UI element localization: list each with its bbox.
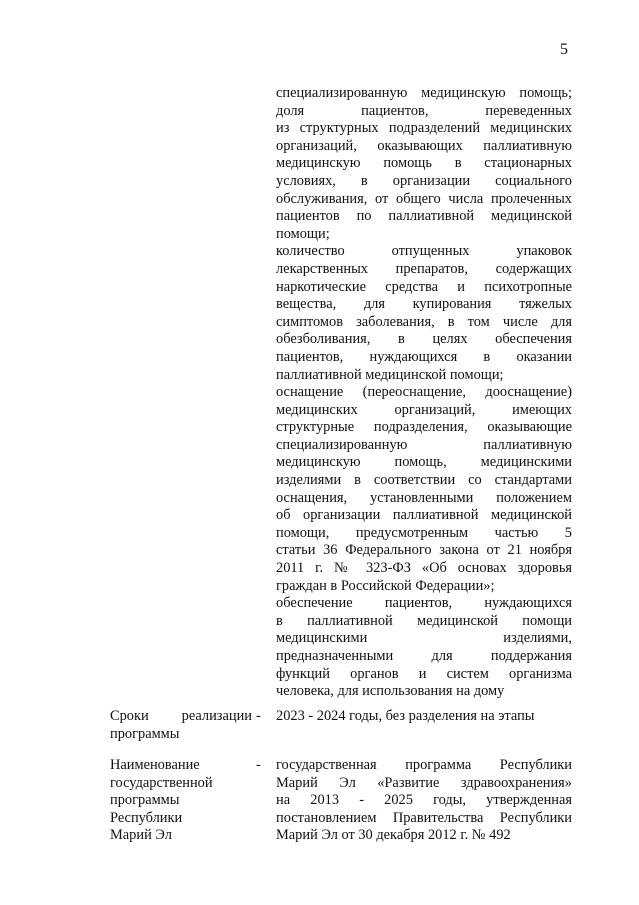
program-targets-text [276, 85, 572, 701]
program-targets-line: количество отпущенных упаковок [276, 243, 572, 260]
program-targets-line: граждан в Российской Федерации»; [276, 577, 495, 594]
row-dash: - [256, 708, 261, 724]
program-targets-line: пациентов, нуждающихся в оказании [276, 348, 572, 365]
program-targets-line: вещества, для купирования тяжелых [276, 296, 572, 313]
program-targets-line: человека, для использования на дому [276, 683, 505, 700]
program-targets-line: об организации паллиативной медицинской [276, 507, 572, 524]
program-targets-line: статьи 36 Федерального закона от 21 ноября [276, 542, 572, 559]
state-program-label-line: Марий Эл [110, 827, 172, 844]
state-program-label-line: Республики [110, 809, 183, 826]
program-targets-line: предназначенными для поддержания [276, 648, 572, 664]
program-targets-line: условиях, в организации социального [276, 172, 572, 189]
program-targets-line: обслуживания, от общего числа пролеченных [276, 190, 572, 207]
state-program-value-line: Марий Эл от 30 декабря 2012 г. № 492 [276, 827, 511, 844]
program-targets-line: из структурных подразделений медицинских [276, 120, 572, 137]
row-dash: - [256, 757, 261, 773]
state-program-label-line: Наименование [110, 757, 200, 773]
state-program-value-line: постановлением Правительства Республики [276, 809, 572, 826]
implementation-term-value [276, 708, 572, 726]
program-targets-line: в паллиативной медицинской помощи [276, 612, 572, 629]
state-program-value-line: на 2013 - 2025 годы, утвержденная [276, 792, 572, 809]
program-targets-line: специализированную медицинскую помощь; [276, 85, 572, 101]
program-targets-line: обезболивания, в целях обеспечения [276, 331, 572, 348]
program-targets-line: симптомов заболевания, в том числе для [276, 313, 572, 330]
state-program-value [276, 757, 572, 845]
implementation-term-label [110, 708, 252, 743]
state-program-label [110, 757, 252, 845]
program-targets-line: паллиативной медицинской помощи; [276, 366, 504, 383]
program-targets-line: организаций, оказывающих паллиативную [276, 137, 572, 154]
program-targets-line: лекарственных препаратов, содержащих [276, 260, 572, 277]
program-targets-line: 2011 г. № 323-ФЗ «Об основах здоровья [276, 560, 572, 577]
program-targets-line: медицинских организаций, имеющих [276, 401, 572, 418]
program-targets-line: помощи, предусмотренным частью 5 [276, 524, 572, 541]
implementation-term-value-line: 2023 - 2024 годы, без разделения на этапы [276, 708, 535, 724]
program-targets-line: функций органов и систем организма [276, 665, 572, 682]
program-targets-line: изделиями в соответствии со стандартами [276, 472, 572, 489]
page-number: 5 [560, 41, 568, 58]
program-targets-line: медицинскую помощь в стационарных [276, 155, 572, 172]
state-program-value-line: Марий Эл «Развитие здравоохранения» [276, 774, 572, 791]
implementation-term-label-line: Сроки реализации [110, 708, 252, 724]
program-targets-line: специализированную паллиативную [276, 436, 572, 453]
program-targets-line: обеспечение пациентов, нуждающихся [276, 595, 572, 612]
program-targets-line: медицинскими изделиями, [276, 630, 572, 647]
program-targets-line: медицинскую помощь, медицинскими [276, 454, 572, 471]
state-program-label-line: программы [110, 792, 180, 809]
program-targets-line: пациентов по паллиативной медицинской [276, 208, 572, 225]
program-targets-line: доля пациентов, переведенных [276, 102, 572, 119]
program-targets-line: наркотические средства и психотропные [276, 278, 572, 295]
program-targets-line: оснащение (переоснащение, дооснащение) [276, 384, 572, 401]
state-program-label-line: государственной [110, 774, 213, 791]
program-targets-line: помощи; [276, 225, 330, 242]
program-targets-line: структурные подразделения, оказывающие [276, 419, 572, 436]
implementation-term-label-line: программы [110, 725, 180, 742]
program-targets-line: оснащения, установленными положением [276, 489, 572, 506]
state-program-value-line: государственная программа Республики [276, 757, 572, 773]
